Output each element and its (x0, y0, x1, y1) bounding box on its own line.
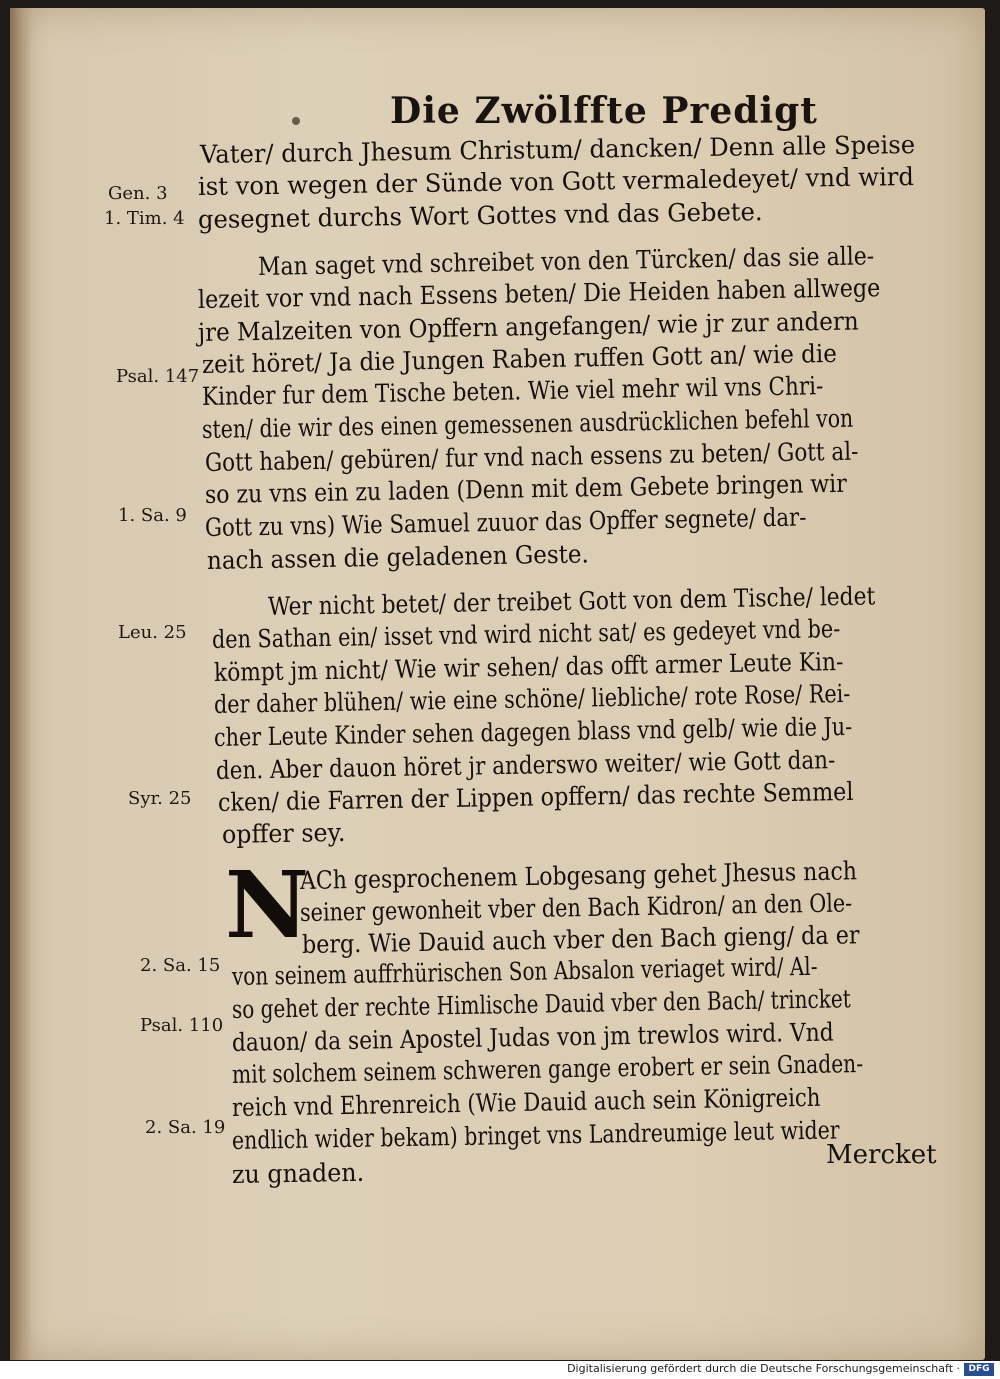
margin-note: 1. Sa. 9 (118, 505, 187, 526)
text-line: Gott haben/ gebüren/ fur vnd nach essens zu beten/ Gott al- (204, 436, 859, 477)
text-line: lezeit vor vnd nach Essens beten/ Die Heiden haben allwege (197, 273, 881, 314)
text-line: Man saget vnd schreibet von den Türcken/ das sie alle- (257, 241, 875, 281)
text-line: zu gnaden. (231, 1157, 365, 1189)
margin-note: Psal. 147 (116, 366, 200, 387)
margin-note: Syr. 25 (128, 788, 192, 809)
text-line: so gehet der rechte Himlische Dauid vber den Bach/ trincket (231, 984, 851, 1024)
text-line: cher Leute Kinder sehen dagegen blass vnd gelb/ wie die Ju- (213, 711, 853, 752)
text-line: Gott zu vns) Wie Samuel zuuor das Opffer segnete/ dar- (204, 502, 807, 542)
text-line: jre Malzeiten von Opffern angefangen/ wie jr zur andern (197, 306, 859, 347)
text-line: dauon/ da sein Apostel Judas von jm trewlos wird. Vnd (231, 1017, 834, 1057)
margin-note: Leu. 25 (118, 622, 187, 643)
margin-note: 1. Tim. 4 (104, 208, 185, 229)
text-line: mit solchem seinem schweren gange erobert er sein Gnaden- (231, 1048, 864, 1089)
margin-note: 2. Sa. 15 (140, 955, 221, 976)
catchword: Mercket (826, 1140, 937, 1170)
text-line: den Sathan ein/ isset vnd wird nicht sat/ es gedeyet vnd be- (211, 614, 841, 654)
text-line: ist von wegen der Sünde von Gott vermaledeyet/ vnd wird (197, 162, 915, 201)
text-line: kömpt jm nicht/ Wie wir sehen/ das offt armer Leute Kin- (213, 647, 844, 687)
text-line: den. Aber dauon höret jr anderswo weiter/ wie Gott dan- (215, 745, 836, 785)
margin-note: Psal. 110 (140, 1015, 224, 1036)
text-line: ACh gesprochenem Lobgesang gehet Jhesus nach (299, 856, 858, 895)
text-line: Kinder fur dem Tische beten. Wie viel mehr wil vns Chri- (201, 371, 824, 411)
footer-credit: Digitalisierung gefördert durch die Deutsche Forschungsgemeinschaft · (567, 1362, 960, 1375)
text-line: der daher blühen/ wie eine schöne/ liebliche/ rote Rose/ Rei- (213, 678, 851, 719)
margin-note: Gen. 3 (108, 183, 168, 204)
text-line: seiner gewonheit vber den Bach Kidron/ an den Ole- (299, 888, 853, 927)
text-line: so zu vns ein zu laden (Denn mit dem Gebete bringen wir (204, 468, 847, 509)
margin-note: 2. Sa. 19 (145, 1117, 226, 1138)
dfg-logo-icon: DFG (964, 1363, 994, 1376)
text-line: zeit höret/ Ja die Jungen Raben ruffen Gott an/ wie die (201, 338, 838, 379)
drop-initial: N (225, 851, 310, 959)
text-line: sten/ die wir des einen gemessenen ausdrücklichen befehl von (201, 403, 854, 444)
text-line: opffer sey. (221, 817, 346, 849)
running-title: Die Zwölffte Predigt (390, 90, 818, 132)
text-line: Vater/ durch Jhesum Christum/ dancken/ Denn alle Speise (199, 130, 916, 169)
text-line: endlich wider bekam) bringet vns Landreumige leut wider (231, 1115, 840, 1155)
text-line: Wer nicht betet/ der treibet Gott von dem Tische/ ledet (267, 581, 876, 621)
text-line: von seinem auffrhürischen Son Absalon veriaget wird/ Al- (231, 951, 818, 991)
text-line: gesegnet durchs Wort Gottes vnd das Gebete. (197, 197, 763, 234)
page-spine-shadow (10, 8, 32, 1360)
text-line: cken/ die Farren der Lippen opffern/ das rechte Semmel (217, 776, 854, 817)
text-line: berg. Wie Dauid auch vber den Bach gieng/ da er (301, 920, 860, 959)
text-line: reich vnd Ehrenreich (Wie Dauid auch sein Königreich (231, 1082, 821, 1122)
text-line: nach assen die geladenen Geste. (206, 539, 590, 575)
ornament-dot (292, 117, 300, 125)
